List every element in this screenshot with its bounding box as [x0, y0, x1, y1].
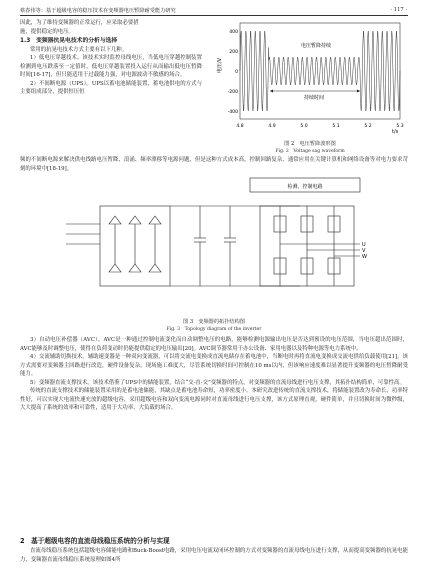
figure-3-caption: 图 3 变频器的拓扑结构图 — [182, 319, 245, 325]
y-tick-label: -400 — [227, 110, 238, 115]
duration-annotation: 持续时间 — [303, 95, 325, 101]
y-axis-label: 电压/V — [217, 57, 223, 73]
x-tick-label: 5.2 — [364, 124, 372, 129]
lower-paragraphs — [20, 336, 408, 413]
left-column — [20, 19, 202, 97]
figure-3-caption-en: Fig. 3 Topology diagram of the inverter — [166, 327, 262, 332]
section-heading-1-3: 1.3 变频器抗晃电技术的分析与选择 — [20, 38, 118, 44]
y-ticks — [228, 29, 239, 115]
x-axis-label: t/s — [392, 129, 399, 135]
y-tick-label: 200 — [229, 50, 238, 55]
voltage-sag-chart — [210, 19, 410, 137]
section-2-body — [20, 547, 408, 564]
figure-3 — [60, 176, 370, 316]
paragraph: 2）不间断电源（UPS）。UPS以蓄电池储能装置，蓄电池供电的方式与主要组成部分，提供恒压恒 — [20, 80, 202, 95]
x-tick-label: 4.8 — [236, 124, 244, 129]
paragraph: 常用的抗晃电技术方式主要有以下几种。 — [30, 46, 128, 53]
x-tick-label: 5.0 — [300, 124, 308, 129]
paragraph: 频的不间断电源来解决供电线路电压暂降、浪涌、频率漂移等电源问题，但是这种方式成本高，控制回路复杂，通常应用在关键计算机和网络设备等对电力要求苛刻的环境中[18-19]。 — [20, 157, 408, 172]
page-number: · 117 · — [390, 7, 407, 13]
x-tick-label: 4.9 — [268, 124, 276, 129]
phase-u-label: U — [362, 242, 366, 248]
x-tick-label: 5.3 — [396, 124, 404, 129]
control-circuit-label: 检测、控制电路 — [287, 184, 323, 190]
phase-w-label: W — [362, 254, 367, 260]
figure-2-caption: 图 2 电压暂降波形图 — [284, 141, 336, 147]
paragraph: 直流母线稳压系统包括超级电容储能电路和Buck-Boost电路，采用电压电流双闭环控制的方式对变频器的直流母线电压进行支撑，从而提高变频器的抗晃电能力，变频器直流母线稳压系统原理如图4所 — [20, 548, 408, 563]
paragraph: 4）交流辅助切换技术。辅助速变器是一种双向变流器，可以将交流电变换成直流电储存在蓄电池中，当断电时再将直流电变换成交流电供给负载使用[21]。该方式需要对变频器主回路进行改造，硬件设备复杂，现场施工难度大，尽管系统切换时间可控制在10 ms以内，但该响应速度难以显著提升变频器的电压暂降耐受能力。 — [20, 354, 408, 377]
figure-2 — [210, 19, 410, 137]
paragraph: 1）低电压穿越技术。该技术实时监控母线电压，当低电压穿越控制装置检测到电压跌落至一定值时，低电压穿越装置投入运行从而输出低电压暂降时间[16-17]，但只能适用于过载能力强，对电源波动不敏感的场合。 — [20, 55, 202, 78]
section-2-heading: 2 基于超级电容的直流母线稳压系统的分析与实现 — [20, 537, 170, 545]
phase-v-label: V — [362, 248, 366, 254]
intro-line: 因此，为了维持变频器的正常运行，应采取必要措 — [20, 20, 139, 26]
full-width-paragraph — [20, 156, 408, 173]
y-tick-label: 0 — [235, 70, 238, 75]
x-ticks — [236, 123, 403, 129]
inverter-topology-diagram — [60, 176, 370, 316]
paragraph: 传统的直流支撑技术的储能装置采用的是蓄电池储能，其缺点是蓄电池寿命短，功率密度小。本研究改进传统的直流支撑技术，将储能装置改为寿命长，功率特性好，可以实现大电流快速充放的超级电容，采用超级电容和双向变流电源同时对直流母线进行电压支撑，该方式原理直观，硬件简单，并且切换时间为微秒级，大大提高了系统的效率和可靠性，适用于大功率、大负载的场合。 — [20, 388, 408, 411]
figure-2-caption-en: Fig. 2 Voltage sag waveform — [275, 149, 345, 154]
paragraph: 3）自动电压补偿器（AVC）。AVC是一种通过控制电流变化而自动调整电压的电路，能够检测电源输出电压是否达到预设的电压范围，当电压超出范围时，AVC能够及时调整电压，使得在负荷变动时仍能提供稳定的电压输出[20]。AVC调节器常用于办公设备、家用电器以及特种电源等电力系统中。 — [20, 337, 408, 352]
paragraph: 5）变频器直流支撑技术。该技术借鉴了UPS中的储能装置，结合“交-直-交”变频器的特点，对变频器的直流母线进行电压支撑，其拓扑结构简单，可靠性高。 — [30, 379, 405, 386]
sag-annotation: 电压暂降持续 — [300, 43, 332, 49]
x-tick-label: 5.1 — [332, 124, 340, 129]
intro-line: 施，提供稳定的电压。 — [20, 28, 74, 35]
running-header: 蔡春伟等：基于超级电容的稳压技术在变频器电压暂降耐受能力研究 — [20, 8, 176, 14]
header-rule — [20, 15, 408, 16]
y-tick-label: -200 — [227, 90, 238, 95]
y-tick-label: 400 — [229, 30, 238, 35]
